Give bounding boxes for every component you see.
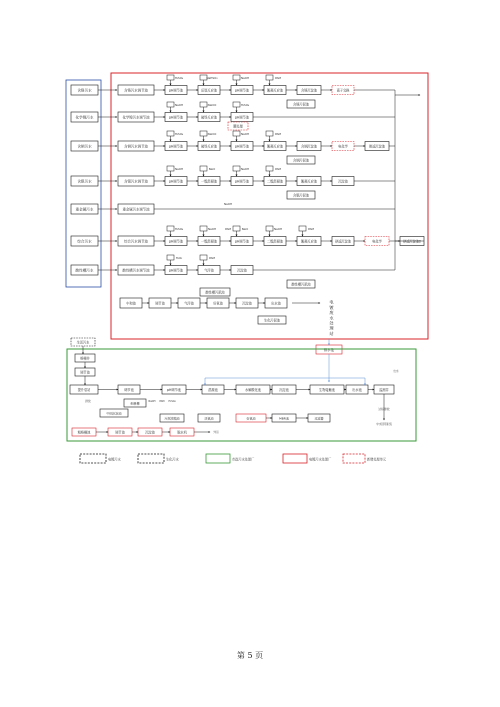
- row0-step-0-label: pH调节池: [169, 88, 183, 93]
- bottom-row2-0-label: 细格栅: [130, 401, 140, 406]
- row2-step-2-label: pH调节池: [235, 144, 249, 149]
- row0-step-3-label: 絮凝反应池: [267, 88, 283, 93]
- row3-dosing-tank-3: [266, 166, 273, 171]
- row0-reagent-3: PAM: [275, 75, 281, 80]
- row1-reagent-2: H₂SO₄: [240, 102, 250, 107]
- row0-reagent-0: H₂SO₄: [174, 75, 184, 80]
- row3-step-3-label: 二级混凝池: [267, 179, 283, 184]
- bottom-row2-1-label: 中间沉淀池: [106, 411, 122, 416]
- row1-reagent-1: NaClO: [207, 102, 217, 107]
- bottom-chem-2: H₂SO₄: [168, 400, 176, 403]
- acid-sludge-label: 酸性槽污泥池: [205, 290, 225, 295]
- row2-reagent-0: H₂SO₄: [174, 131, 184, 136]
- source-4-label: 重金属污水: [75, 207, 94, 212]
- source-2-label: 含铜污水: [77, 144, 92, 149]
- annot-r2: PAM: [225, 227, 231, 231]
- row0-step-2-label: pH调节池: [235, 88, 249, 93]
- source-3-label: 含银污水: [77, 179, 92, 184]
- row1-start-label: 化学镍污水调节池: [122, 115, 150, 120]
- bottom-note-1: 排放: [85, 400, 91, 403]
- row2-start-label: 含铜污水调节池: [124, 144, 148, 149]
- bottom-note-2: 出水: [393, 370, 399, 373]
- bottom-chem-1: PAM: [159, 400, 165, 403]
- row3-step-5-label: 沉淀池: [338, 179, 348, 184]
- source-5-label: 综合污水: [77, 239, 92, 244]
- row5-step-3-label: 二级混凝池: [267, 239, 283, 244]
- source-6-label: 酸性槽污水: [75, 268, 94, 273]
- legend-swatch-3: [283, 454, 307, 463]
- row3-dosing-tank-0: [167, 166, 174, 171]
- source-1-label: 化学镍污水: [75, 115, 94, 120]
- bottom-row3-2-label: 沉淀池: [145, 430, 155, 435]
- annot-r1: NaOH: [223, 202, 233, 206]
- row5-step-0-label: pH调节池: [169, 239, 183, 244]
- row5-dosing-tank-0: [167, 226, 174, 231]
- bottom-input-0-label: 生活污水: [76, 340, 90, 345]
- row6-extra-label: 酸性槽污泥池: [291, 282, 311, 287]
- row4-start-label: 重金属污水调节池: [122, 207, 150, 212]
- row0-reagent-2: NaOH: [240, 75, 250, 80]
- legend-swatch-2: [206, 454, 230, 463]
- row2-step-3-label: 絮凝反应池: [267, 144, 283, 149]
- sludge-step-0-label: 中和池: [126, 301, 136, 306]
- municipal-plant-frame: [67, 349, 416, 441]
- row6-start-label: 酸性槽污水调节池: [122, 268, 150, 273]
- bottom-row3-0-label: 粗格栅池: [77, 430, 91, 435]
- legend-swatch-0: [80, 454, 106, 463]
- bottom-chem-0: NaOH: [148, 400, 156, 403]
- bottom-row2-2-label: 污泥浓缩池: [164, 416, 180, 421]
- row3-step-2-label: pH调节池: [235, 179, 249, 184]
- row0-reagent-1: NaHSO₃: [206, 75, 218, 80]
- row0-step-4-label: 含铬沉淀池: [301, 88, 317, 93]
- vertical-label: 电镀废水处理站: [329, 300, 335, 337]
- row2-dosing-tank-3: [266, 131, 273, 136]
- bottom-note-3: 中水回用系统: [376, 423, 392, 426]
- row1-extra-label: 膜处理: [233, 124, 243, 129]
- legend-swatch-1: [138, 454, 164, 463]
- row3-step-0-label: pH调节池: [169, 179, 183, 184]
- legend-label-4: 新增处理单元: [367, 457, 387, 462]
- sludge-step-2-label: 气浮池: [184, 301, 194, 306]
- legend-label-1: 生化污水: [166, 457, 179, 462]
- row2-step-5-label: 电化学: [338, 144, 348, 149]
- row6-reagent-0: H₂O₂: [175, 255, 183, 260]
- source-0-label: 含铬污水: [77, 88, 92, 93]
- page-number: 第 5 页: [236, 651, 264, 660]
- row0-dosing-tank-3: [266, 75, 273, 80]
- row1-reagent-0: NaOH: [174, 102, 184, 107]
- bottom-row3-3-label: 脱水机: [177, 430, 187, 435]
- row5-start-label: 综合污水调节池: [124, 239, 148, 244]
- row2-dosing-tank-1: [200, 131, 207, 136]
- row5-step-2-label: pH调节池: [235, 239, 249, 244]
- bottom-row2-4-label: 好氧池: [246, 416, 256, 421]
- row6-step-2-label: 沉淀池: [237, 268, 247, 273]
- row6-step-0-label: pH调节池: [169, 268, 183, 273]
- bottom-row2-3-label: 厌氧池: [204, 416, 214, 421]
- row5-step-7-label: 砂滤沉淀池2: [403, 239, 421, 244]
- bottom-row1-5-label: 沉淀池: [279, 387, 289, 392]
- legend-swatch-4: [343, 454, 365, 463]
- bottom-right-1: 达标排放: [378, 407, 390, 411]
- sludge-step-3-label: 好氧池: [213, 301, 223, 306]
- row1-dosing-tank-0: [167, 102, 174, 107]
- row3-reagent-2: NaOH: [240, 166, 250, 171]
- row5-dosing-tank-1: [200, 226, 207, 231]
- row5-reagent-3: NaOH: [273, 226, 283, 231]
- row5-step-4-label: 絮凝反应池: [301, 239, 317, 244]
- sludge-note-label: 生化污泥池: [264, 318, 280, 323]
- bottom-row1-7-label: 出水池: [352, 387, 362, 392]
- row2-reagent-1: NaClO: [207, 131, 217, 136]
- drain-box-label: 排水池: [323, 347, 335, 352]
- bottom-row1-2-label: pH调节池: [167, 387, 181, 392]
- row6-step-1-label: 气浮池: [204, 268, 214, 273]
- row5-reagent-4: PAM: [308, 226, 314, 231]
- row6-reagent-1: PAM: [209, 255, 215, 260]
- bottom-row2-6-label: 过滤器: [314, 416, 324, 421]
- bottom-row1-4-label: 水解酸化池: [245, 387, 261, 392]
- row3-reagent-3: PAM: [275, 166, 281, 171]
- row5-step-5-label: 砂滤沉淀池: [335, 239, 351, 244]
- row6-dosing-tank-1: [200, 255, 207, 260]
- row2-dosing-tank-2: [233, 131, 240, 136]
- row2-reagent-3: PAM: [275, 131, 281, 136]
- legend-label-3: 电镀污水处理厂: [309, 457, 332, 462]
- legend-label-0: 电镀污水: [108, 457, 121, 462]
- row0-extra-label: 含铬污泥池: [293, 102, 309, 107]
- row2-step-4-label: 含铜沉淀池: [301, 144, 317, 149]
- row2-step-1-label: 破络反应池: [201, 144, 217, 149]
- row2-dosing-tank-0: [167, 131, 174, 136]
- row3-dosing-tank-2: [233, 166, 240, 171]
- bottom-right-0-label: 监测井: [379, 387, 389, 392]
- sludge-step-4-label: 沉淀池: [242, 301, 252, 306]
- row0-step-5-label: 离子交换: [336, 88, 350, 93]
- row0-step-1-label: 还原反应池: [201, 88, 217, 93]
- bottom-row1-1-label: 调节池: [124, 387, 134, 392]
- bottom-row3-1-label: 调节池: [115, 430, 125, 435]
- row2-step-0-label: pH调节池: [169, 144, 183, 149]
- row1-step-0-label: pH调节池: [169, 115, 183, 120]
- row1-step-2-label: pH调节池: [235, 115, 249, 120]
- row2-step-6-label: 微滤沉淀池: [369, 144, 385, 149]
- row5-step-6-label: 电化学: [372, 239, 382, 244]
- bottom-input-1-label: 格栅井: [80, 356, 90, 361]
- row5-reagent-1: NaOH: [207, 226, 217, 231]
- row1-dosing-tank-2: [233, 102, 240, 107]
- row3-reagent-1: NaCl: [208, 166, 216, 171]
- row0-start-label: 含铬污水调节池: [124, 88, 148, 93]
- row0-dosing-tank-0: [167, 75, 174, 80]
- bottom-note-0: 外运: [213, 430, 219, 434]
- bottom-input-2-label: 调节池: [80, 370, 90, 375]
- row2-extra-label: 含铜污泥池: [293, 158, 309, 163]
- row6-dosing-tank-0: [167, 255, 174, 260]
- row3-step-1-label: 一级混凝池: [201, 179, 217, 184]
- sludge-step-5-label: 出水池: [271, 301, 281, 306]
- row1-step-1-label: 破络反应池: [201, 115, 217, 120]
- row3-dosing-tank-1: [200, 166, 207, 171]
- row3-step-4-label: 絮凝反应池: [301, 179, 317, 184]
- row3-start-label: 含银污水调节池: [124, 179, 148, 184]
- row2-reagent-2: NaOH: [240, 131, 250, 136]
- row0-dosing-tank-2: [233, 75, 240, 80]
- row3-reagent-0: NaOH: [174, 166, 184, 171]
- legend-label-2: 市政污水处理厂: [232, 457, 255, 462]
- bottom-row1-0-label: 提升泵站: [77, 387, 91, 392]
- bottom-row2-5-label: MBR池: [279, 416, 289, 421]
- row5-dosing-tank-2: [233, 226, 240, 231]
- row5-reagent-2: NaCl: [241, 226, 249, 231]
- row3-extra-label: 含银污泥池: [293, 193, 309, 198]
- bottom-row1-3-label: 混凝池: [208, 387, 218, 392]
- row5-reagent-0: H₂SO₄: [174, 226, 184, 231]
- row1-dosing-tank-1: [200, 102, 207, 107]
- row5-dosing-tank-4: [299, 226, 306, 231]
- row5-dosing-tank-3: [266, 226, 273, 231]
- row5-step-1-label: 一级混凝池: [201, 239, 217, 244]
- sludge-step-1-label: 调节池: [155, 301, 165, 306]
- bottom-row1-6-label: 生物接触池: [319, 387, 335, 392]
